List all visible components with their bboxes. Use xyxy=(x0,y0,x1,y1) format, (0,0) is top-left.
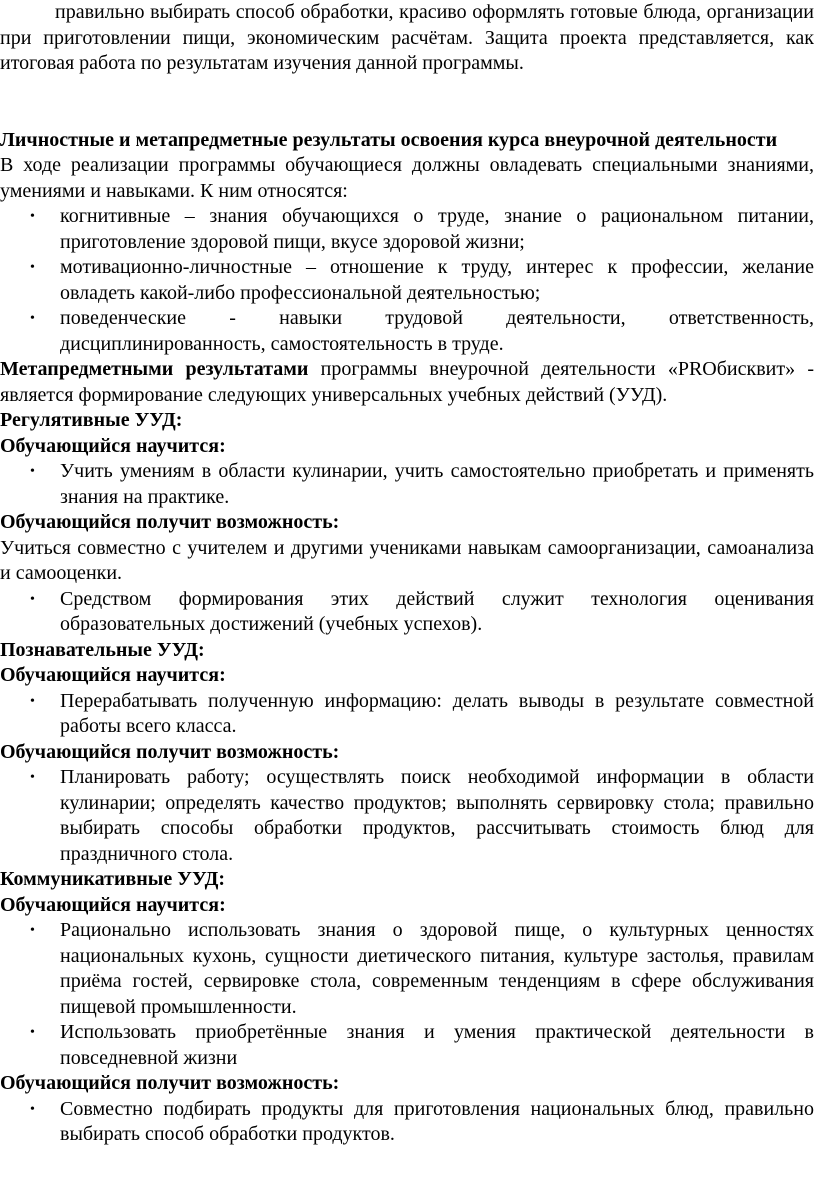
cognitive-opportunity-label: Обучающийся получит возможность: xyxy=(0,740,340,763)
cognitive-will-learn-label: Обучающийся научится: xyxy=(0,664,226,686)
communicative-heading: Коммуникативные УУД: xyxy=(0,868,226,890)
bullet-icon: • xyxy=(30,464,35,479)
bullet-icon: • xyxy=(30,1101,35,1117)
meta-lead: Метапредметными результатами xyxy=(0,358,309,380)
regulatory-opportunity-text: Учиться совместно с учителем и другими учениками навыкам самоорганизации, самоанализа и самооценки. xyxy=(0,536,814,584)
cognitive-heading: Познавательные УУД: xyxy=(0,638,205,661)
list-item: • Планировать работу; осуществлять поиск необходимой информации в области кулинарии; определять качество продуктов; выполнять сервировку стола; правильно выбирать способы обработки продуктов, рассчитывать стоимость блюд для праздничного стола. xyxy=(30,766,814,865)
list-item: • Использовать приобретённые знания и умения практической деятельности в повседневной жизни xyxy=(30,1021,814,1069)
list-item: • когнитивные – знания обучающихся о труде, знание о рациональном питании, приготовление здоровой пищи, вкусе здоровой жизни; xyxy=(30,205,814,253)
list-item: • Совместно подбирать продукты для приготовления национальных блюд, правильно выбирать способ обработки продуктов. xyxy=(30,1097,814,1145)
spacer xyxy=(0,77,814,128)
bullet-icon: • xyxy=(30,1025,35,1040)
communicative-will-learn-list xyxy=(0,918,814,1071)
cognitive-will-learn-list xyxy=(0,689,814,740)
bullet-icon: • xyxy=(30,591,35,607)
bullet-icon: • xyxy=(30,693,35,709)
list-item: • мотивационно-личностные – отношение к труду, интерес к профессии, желание овладеть какой-либо профессиональной деятельностью; xyxy=(30,256,814,304)
communicative-will-learn-label: Обучающийся научится: xyxy=(0,893,226,916)
bullet-icon: • xyxy=(30,770,35,785)
regulatory-will-learn-label: Обучающийся научится: xyxy=(0,434,226,457)
regulatory-will-learn-list xyxy=(0,459,814,510)
communicative-opportunity-list xyxy=(0,1097,814,1148)
regulatory-heading: Регулятивные УУД: xyxy=(0,409,183,431)
personal-intro: В ходе реализации программы обучающиеся должны овладевать специальными знаниями, умениями и навыками. К ним относятся: xyxy=(0,154,814,202)
personal-list xyxy=(0,204,814,357)
meta-rest: программы внеурочной деятельности «PROбисквит» - является формирование следующих универсальных учебных действий (УУД). xyxy=(0,358,814,406)
list-item: • Учить умениям в области кулинарии, учить самостоятельно приобретать и применять знания на практике. xyxy=(30,460,814,508)
list-item: • Средством формирования этих действий служит технология оценивания образовательных достижений (учебных успехов). xyxy=(30,587,814,635)
list-item: • Рационально использовать знания о здоровой пище, о культурных ценностях национальных кухонь, сущности диетического питания, культуре застолья, правилам приёма гостей, сервировке стола, современным тенденциям в сфере обслуживания пищевой промышленности. xyxy=(30,919,814,1018)
intro-paragraph: правильно выбирать способ обработки, красиво оформлять готовые блюда, организации при приготовлении пищи, экономическим расчётам. Защита проекта представляется, как итоговая работа по результатам изучения данной программы. xyxy=(0,1,814,74)
meta-paragraph xyxy=(0,357,814,408)
regulatory-opportunity-list xyxy=(0,587,814,638)
communicative-opportunity-label: Обучающийся получит возможность: xyxy=(0,1072,340,1094)
bullet-icon: • xyxy=(30,923,35,938)
bullet-icon: • xyxy=(30,209,35,224)
regulatory-opportunity-label: Обучающийся получит возможность: xyxy=(0,511,340,533)
section-title: Личностные и метапредметные результаты освоения курса внеурочной деятельности xyxy=(0,128,778,151)
bullet-icon: • xyxy=(30,260,35,275)
list-item: • Перерабатывать полученную информацию: делать выводы в результате совместной работы всего класса. xyxy=(30,689,814,737)
list-item: • поведенческие - навыки трудовой деятельности, ответственность, дисциплинированность, самостоятельность в труде. xyxy=(30,307,814,355)
bullet-icon: • xyxy=(30,311,35,326)
cognitive-opportunity-list xyxy=(0,765,814,867)
